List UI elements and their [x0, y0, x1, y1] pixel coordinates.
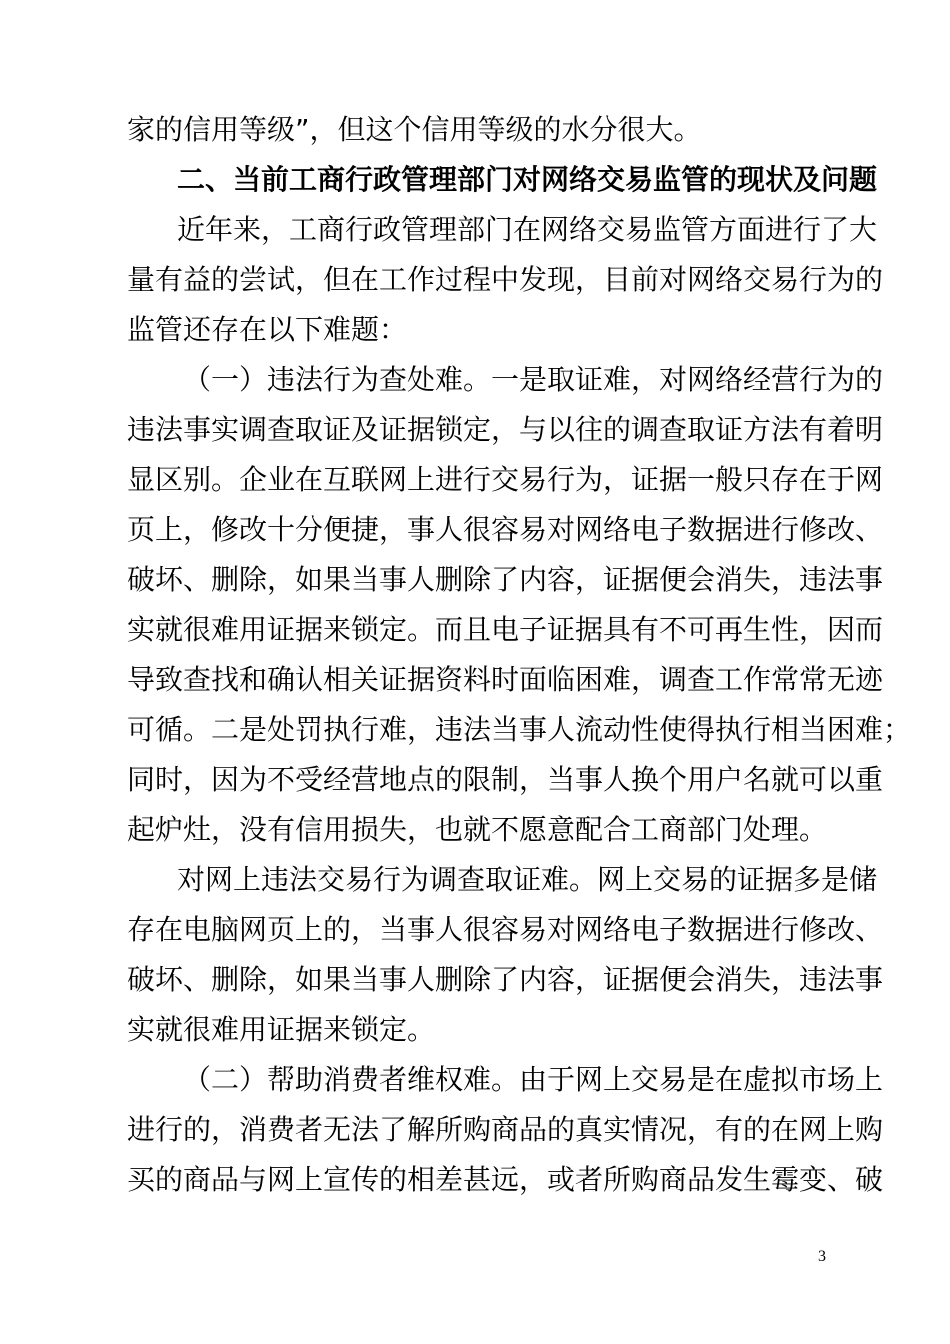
- body-text-line: （二）帮助消费者维权难。由于网上交易是在虚拟市场上: [183, 1063, 884, 1096]
- body-text-line: 实就很难用证据来锁定。而且电子证据具有不可再生性，因而: [127, 613, 884, 646]
- body-text-line: 近年来，工商行政管理部门在网络交易监管方面进行了大: [177, 213, 878, 246]
- body-text-line: 实就很难用证据来锁定。: [127, 1013, 436, 1046]
- page-number: 3: [818, 1248, 826, 1265]
- body-text-line: 家的信用等级”，但这个信用等级的水分很大。: [127, 113, 702, 146]
- body-text-line: 显区别。企业在互联网上进行交易行为，证据一般只存在于网: [127, 463, 884, 496]
- body-text-line: 违法事实调查取证及证据锁定，与以往的调查取证方法有着明: [127, 413, 884, 446]
- body-text-line: 破坏、删除，如果当事人删除了内容，证据便会消失，违法事: [127, 563, 884, 596]
- body-text-line: 同时，因为不受经营地点的限制，当事人换个用户名就可以重: [127, 763, 884, 796]
- section-heading: 二、当前工商行政管理部门对网络交易监管的现状及问题: [177, 163, 878, 196]
- body-text-line: 量有益的尝试，但在工作过程中发现，目前对网络交易行为的: [127, 263, 884, 296]
- body-text-line: （一）违法行为查处难。一是取证难，对网络经营行为的: [183, 363, 884, 396]
- body-text-line: 导致查找和确认相关证据资料时面临困难，调查工作常常无迹: [127, 663, 884, 696]
- body-text-line: 进行的，消费者无法了解所购商品的真实情况，有的在网上购: [127, 1113, 884, 1146]
- body-text-line: 可循。二是处罚执行难，违法当事人流动性使得执行相当困难；: [127, 713, 912, 746]
- body-text-line: 对网上违法交易行为调查取证难。网上交易的证据多是储: [177, 863, 878, 896]
- body-text-line: 监管还存在以下难题：: [127, 313, 408, 346]
- body-text-line: 页上，修改十分便捷，事人很容易对网络电子数据进行修改、: [127, 513, 884, 546]
- body-text-line: 破坏、删除，如果当事人删除了内容，证据便会消失，违法事: [127, 963, 884, 996]
- body-text-line: 起炉灶，没有信用损失，也就不愿意配合工商部门处理。: [127, 813, 828, 846]
- body-text-line: 存在电脑网页上的，当事人很容易对网络电子数据进行修改、: [127, 913, 884, 946]
- body-text-line: 买的商品与网上宣传的相差甚远，或者所购商品发生霉变、破: [127, 1163, 884, 1196]
